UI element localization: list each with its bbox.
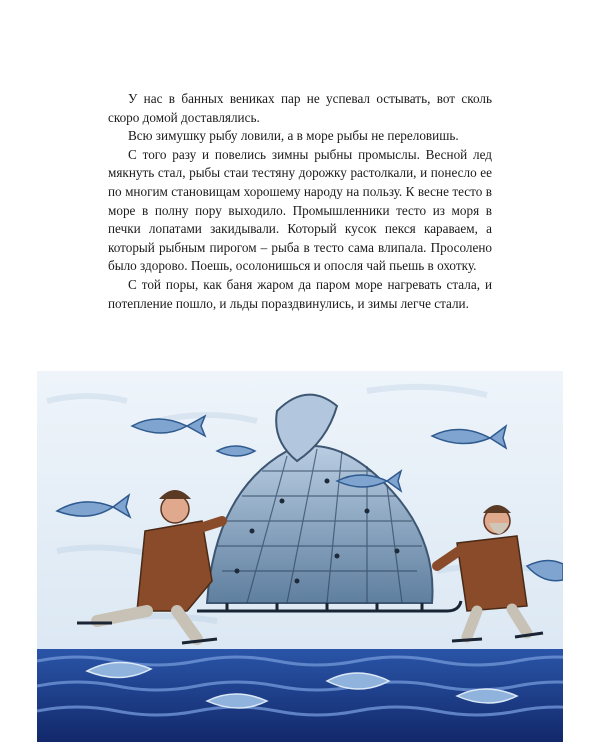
illustration — [37, 371, 563, 742]
illustration-art — [37, 371, 563, 742]
paragraph-2: Всю зимушку рыбу ловили, а в море рыбы не переловишь. — [128, 128, 459, 144]
paragraph-4: С той поры, как баня жаром да паром море нагревать стала, и потепление пошло, и льды пораздвинулись, и зимы легче стали. — [108, 276, 492, 311]
story-text — [108, 90, 492, 313]
paragraph-1: У нас в банных вениках пар не успевал остывать, вот сколь скоро домой доставлялись. — [108, 91, 492, 125]
paragraph-3: С того разу и повелись зимны рыбны промыслы. Весной лед мякнуть стал, рыбы стаи тестяну дорожку растолкали, и понесло ее по многим становищам хорошему народу на пользу. К весне тесто в море в полну пору выходило. Промышленники тесто из моря в печки лопатами закидывали. Который кусок пекся караваем, а который рыбным пирогом – рыба в тесто сама влипала. Просолено было здорово. Поешь, осолонишься и опосля чай пьешь в охотку. — [108, 146, 492, 274]
